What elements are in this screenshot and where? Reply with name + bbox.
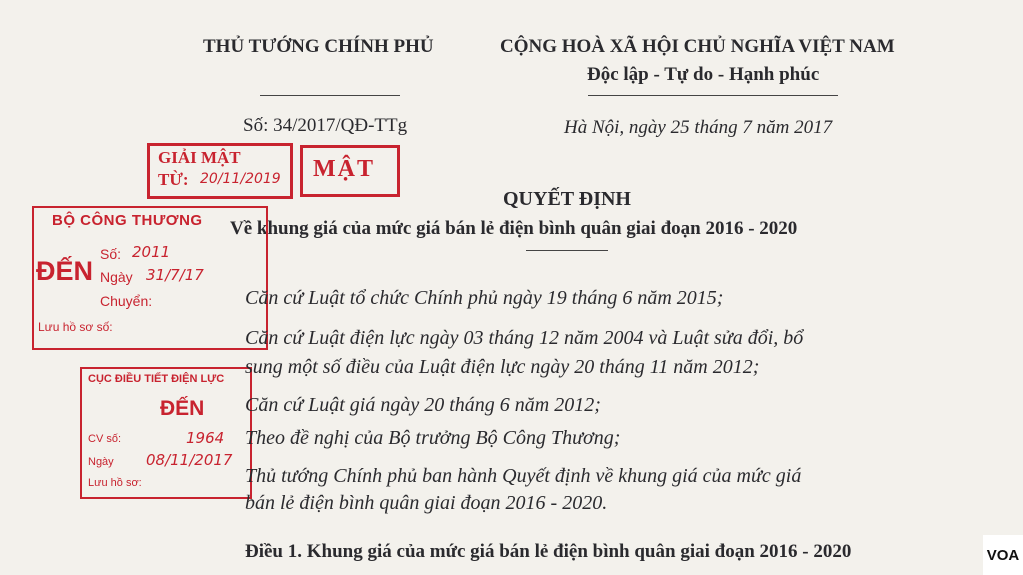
enactment-line1: Thủ tướng Chính phủ ban hành Quyết định về khung giá của mức giá — [245, 465, 802, 487]
ministry-number-label: Số: — [100, 246, 122, 262]
regulatory-file-label: Lưu hồ sơ: — [88, 477, 142, 489]
motto-underline — [588, 95, 838, 96]
nation-name: CỘNG HOÀ XÃ HỘI CHỦ NGHĨA VIỆT NAM — [500, 36, 895, 57]
regulatory-number-label: CV số: — [88, 433, 122, 445]
declassified-stamp — [147, 143, 293, 199]
regulatory-arrived-label: ĐẾN — [160, 397, 205, 420]
national-motto: Độc lập - Tự do - Hạnh phúc — [587, 64, 820, 85]
ministry-incoming-stamp — [32, 206, 268, 350]
regulatory-stamp-title: CỤC ĐIỀU TIẾT ĐIỆN LỰC — [88, 373, 225, 385]
document-number: Số: 34/2017/QĐ-TTg — [243, 115, 408, 136]
ministry-forward-label: Chuyển: — [100, 293, 153, 309]
declassified-date-handwritten: 20/11/2019 — [200, 171, 281, 187]
legal-basis-1: Căn cứ Luật tổ chức Chính phủ ngày 19 tháng 6 năm 2015; — [245, 287, 724, 309]
regulatory-date-label: Ngày — [88, 456, 114, 468]
voa-watermark: VOA — [983, 535, 1023, 575]
legal-basis-3: Căn cứ Luật giá ngày 20 tháng 6 năm 2012; — [245, 394, 601, 416]
legal-basis-2-line2: sung một số điều của Luật điện lực ngày 20 tháng 11 năm 2012; — [245, 356, 760, 378]
regulatory-date-value: 08/11/2017 — [146, 451, 233, 469]
place-and-date: Hà Nội, ngày 25 tháng 7 năm 2017 — [564, 117, 833, 138]
regulatory-incoming-stamp — [80, 367, 252, 499]
enactment-line2: bán lẻ điện bình quân giai đoạn 2016 - 2020. — [245, 492, 608, 514]
legal-basis-4: Theo đề nghị của Bộ trưởng Bộ Công Thương; — [245, 427, 621, 449]
document-type: QUYẾT ĐỊNH — [503, 188, 631, 210]
issuer-underline — [260, 95, 400, 96]
document-subject: Về khung giá của mức giá bán lẻ điện bình quân giai đoạn 2016 - 2020 — [230, 218, 798, 239]
regulatory-number-value: 1964 — [186, 429, 225, 447]
subject-underline — [526, 250, 608, 251]
secret-stamp — [300, 145, 400, 197]
ministry-file-label: Lưu hồ sơ số: — [38, 320, 113, 334]
legal-basis-2-line1: Căn cứ Luật điện lực ngày 03 tháng 12 năm 2004 và Luật sửa đổi, bổ — [245, 327, 804, 349]
ministry-arrived-label: ĐẾN — [36, 256, 94, 286]
issuer-name: THỦ TƯỚNG CHÍNH PHỦ — [203, 36, 434, 57]
article-1-heading: Điều 1. Khung giá của mức giá bán lẻ điện bình quân giai đoạn 2016 - 2020 — [245, 541, 852, 562]
ministry-number-value: 2011 — [132, 243, 171, 261]
declassified-from-label: TỪ: — [158, 170, 189, 189]
ministry-stamp-title: BỘ CÔNG THƯƠNG — [52, 212, 203, 229]
declassified-label: GIẢI MẬT — [158, 148, 241, 167]
ministry-date-value: 31/7/17 — [146, 266, 204, 284]
secret-label: MẬT — [313, 156, 375, 182]
ministry-date-label: Ngày — [100, 269, 133, 285]
